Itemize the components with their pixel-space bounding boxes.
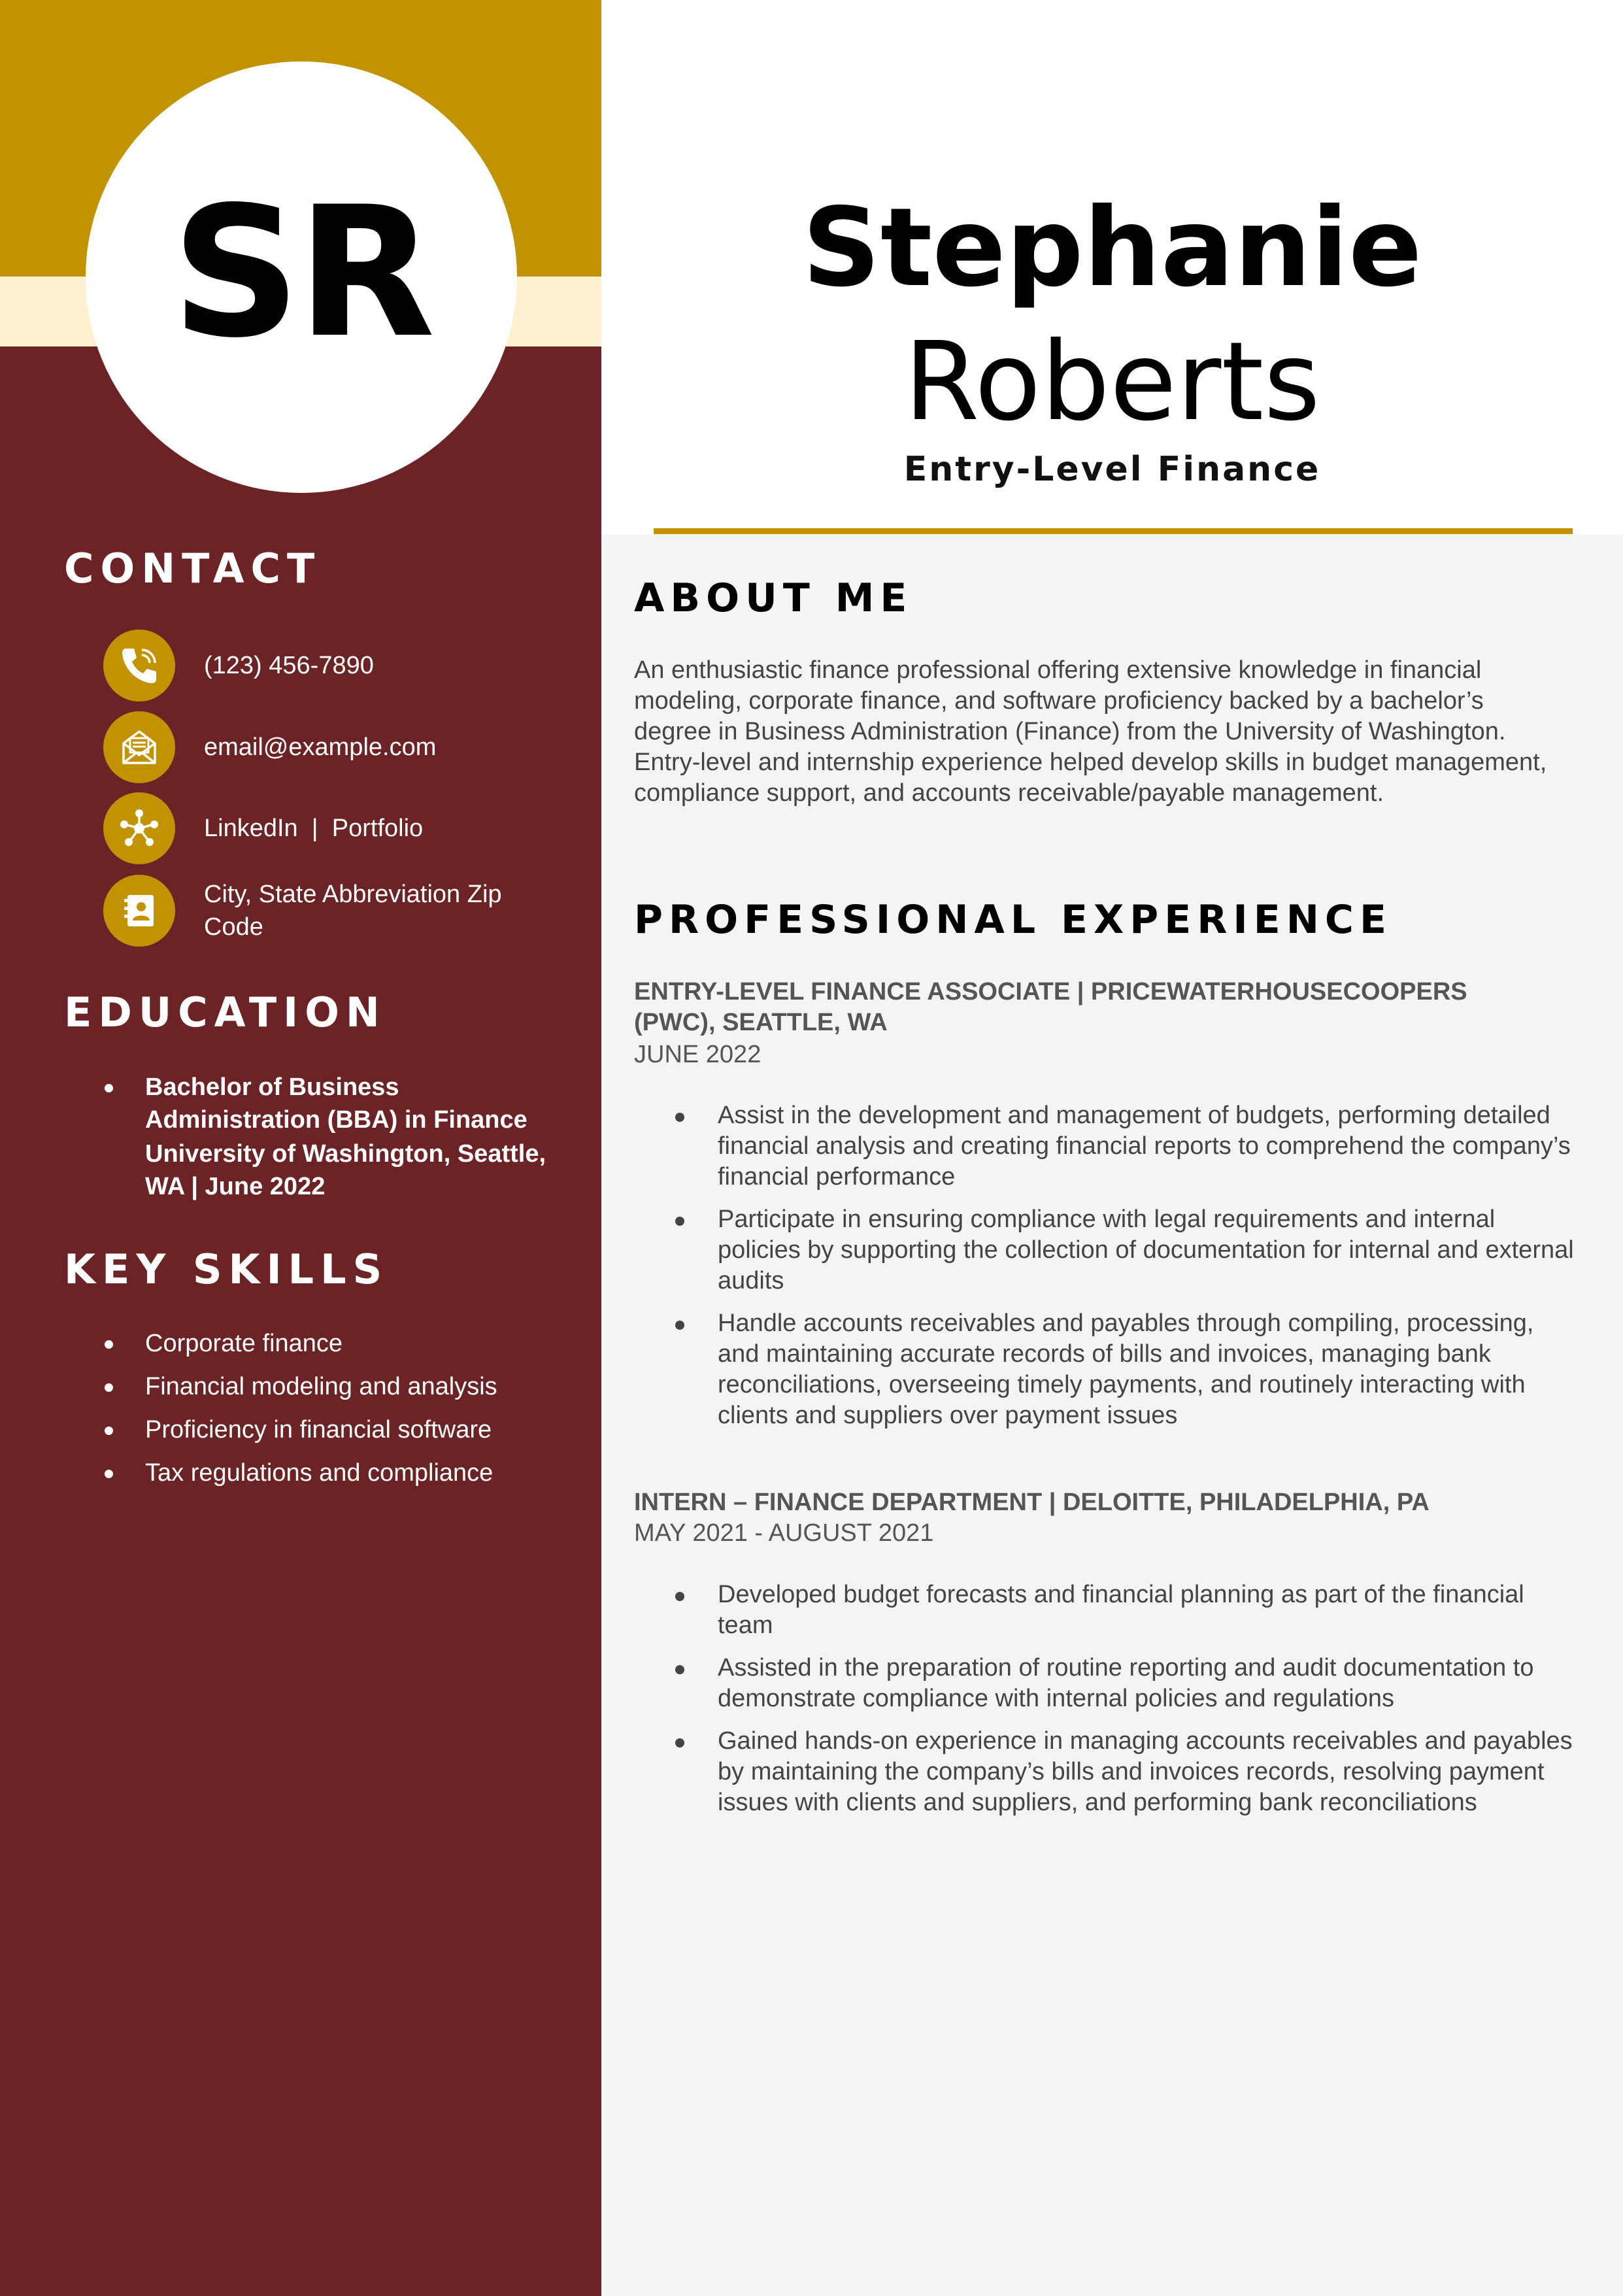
first-name: Stephanie: [802, 185, 1422, 311]
job-bullet: Developed budget forecasts and financial planning as part of the financial team: [673, 1579, 1575, 1641]
skills-heading: KEY SKILLS: [64, 1245, 389, 1293]
job-bullet: Handle accounts receivables and payables through compiling, processing, and maintaining accurate records of bills and invoices, managing bank reconciliations, overseeing timely payments, and routinely interacting with clients and suppliers over payment issues: [673, 1308, 1575, 1431]
profile-links[interactable]: LinkedIn | Portfolio: [204, 815, 424, 842]
envelope-icon: [103, 711, 175, 783]
about-heading: ABOUT ME: [634, 575, 913, 621]
experience-heading: PROFESSIONAL EXPERIENCE: [634, 897, 1392, 943]
skill-item: Tax regulations and compliance: [98, 1457, 556, 1489]
skills-list: [98, 1327, 556, 1489]
job-bullets: [673, 1100, 1575, 1443]
job-date: JUNE 2022: [634, 1041, 761, 1068]
address: City, State Abbreviation Zip Code: [204, 881, 502, 941]
education-heading: EDUCATION: [64, 988, 386, 1036]
about-text: An enthusiastic finance professional offering extensive knowledge in financial modeling, corporate finance, and software proficiency backed by a bachelor’s degree in Business Administration (Finance) from the University of Washington. Entry-level and internship experience helped develop skills in budget management, compliance support, and accounts receivable/payable management.: [634, 656, 1547, 807]
initials: SR: [171, 168, 431, 377]
job-title: INTERN – FINANCE DEPARTMENT | DELOITTE, PHILADELPHIA, PA: [634, 1489, 1430, 1516]
address-book-icon: [103, 875, 175, 947]
initials-badge: [86, 61, 517, 493]
phone-icon: [103, 630, 175, 701]
last-name: Roberts: [904, 319, 1320, 445]
contact-links: [103, 792, 574, 864]
contact-phone: [103, 630, 574, 701]
job-bullet: Assist in the development and management of budgets, performing detailed financial analysis and creating financial reports to comprehend the company’s financial performance: [673, 1100, 1575, 1192]
school: University of Washington, Seattle, WA | June 2022: [145, 1140, 546, 1200]
skill-item: Financial modeling and analysis: [98, 1370, 556, 1403]
job-bullet: Gained hands-on experience in managing accounts receivables and payables by maintaining the company’s bills and invoices records, resolving payment issues with clients and suppliers, and performing bank reconciliations: [673, 1726, 1575, 1818]
job-bullets: [673, 1579, 1575, 1830]
network-icon: [103, 792, 175, 864]
job-bullet: Assisted in the preparation of routine reporting and audit documentation to demonstrate compliance with internal policies and regulations: [673, 1653, 1575, 1714]
job-date: MAY 2021 - AUGUST 2021: [634, 1519, 934, 1547]
contact-address: [103, 875, 574, 947]
contact-heading: CONTACT: [64, 545, 322, 592]
education-list: [98, 1071, 556, 1203]
contact-email: [103, 711, 574, 783]
job-bullet: Participate in ensuring compliance with legal requirements and internal policies by supporting the collection of documentation for internal and external audits: [673, 1204, 1575, 1296]
education-item: [98, 1071, 556, 1203]
header-divider: [654, 528, 1573, 534]
skill-item: Corporate finance: [98, 1327, 556, 1360]
email-address[interactable]: email@example.com: [204, 734, 437, 761]
degree: Bachelor of Business Administration (BBA) in Finance: [145, 1073, 527, 1134]
role-title: Entry-Level Finance: [903, 450, 1321, 489]
skill-item: Proficiency in financial software: [98, 1413, 556, 1446]
job-title: ENTRY-LEVEL FINANCE ASSOCIATE | PRICEWATERHOUSECOOPERS (PWC), SEATTLE, WA: [634, 978, 1467, 1036]
phone-number[interactable]: (123) 456-7890: [204, 652, 374, 679]
